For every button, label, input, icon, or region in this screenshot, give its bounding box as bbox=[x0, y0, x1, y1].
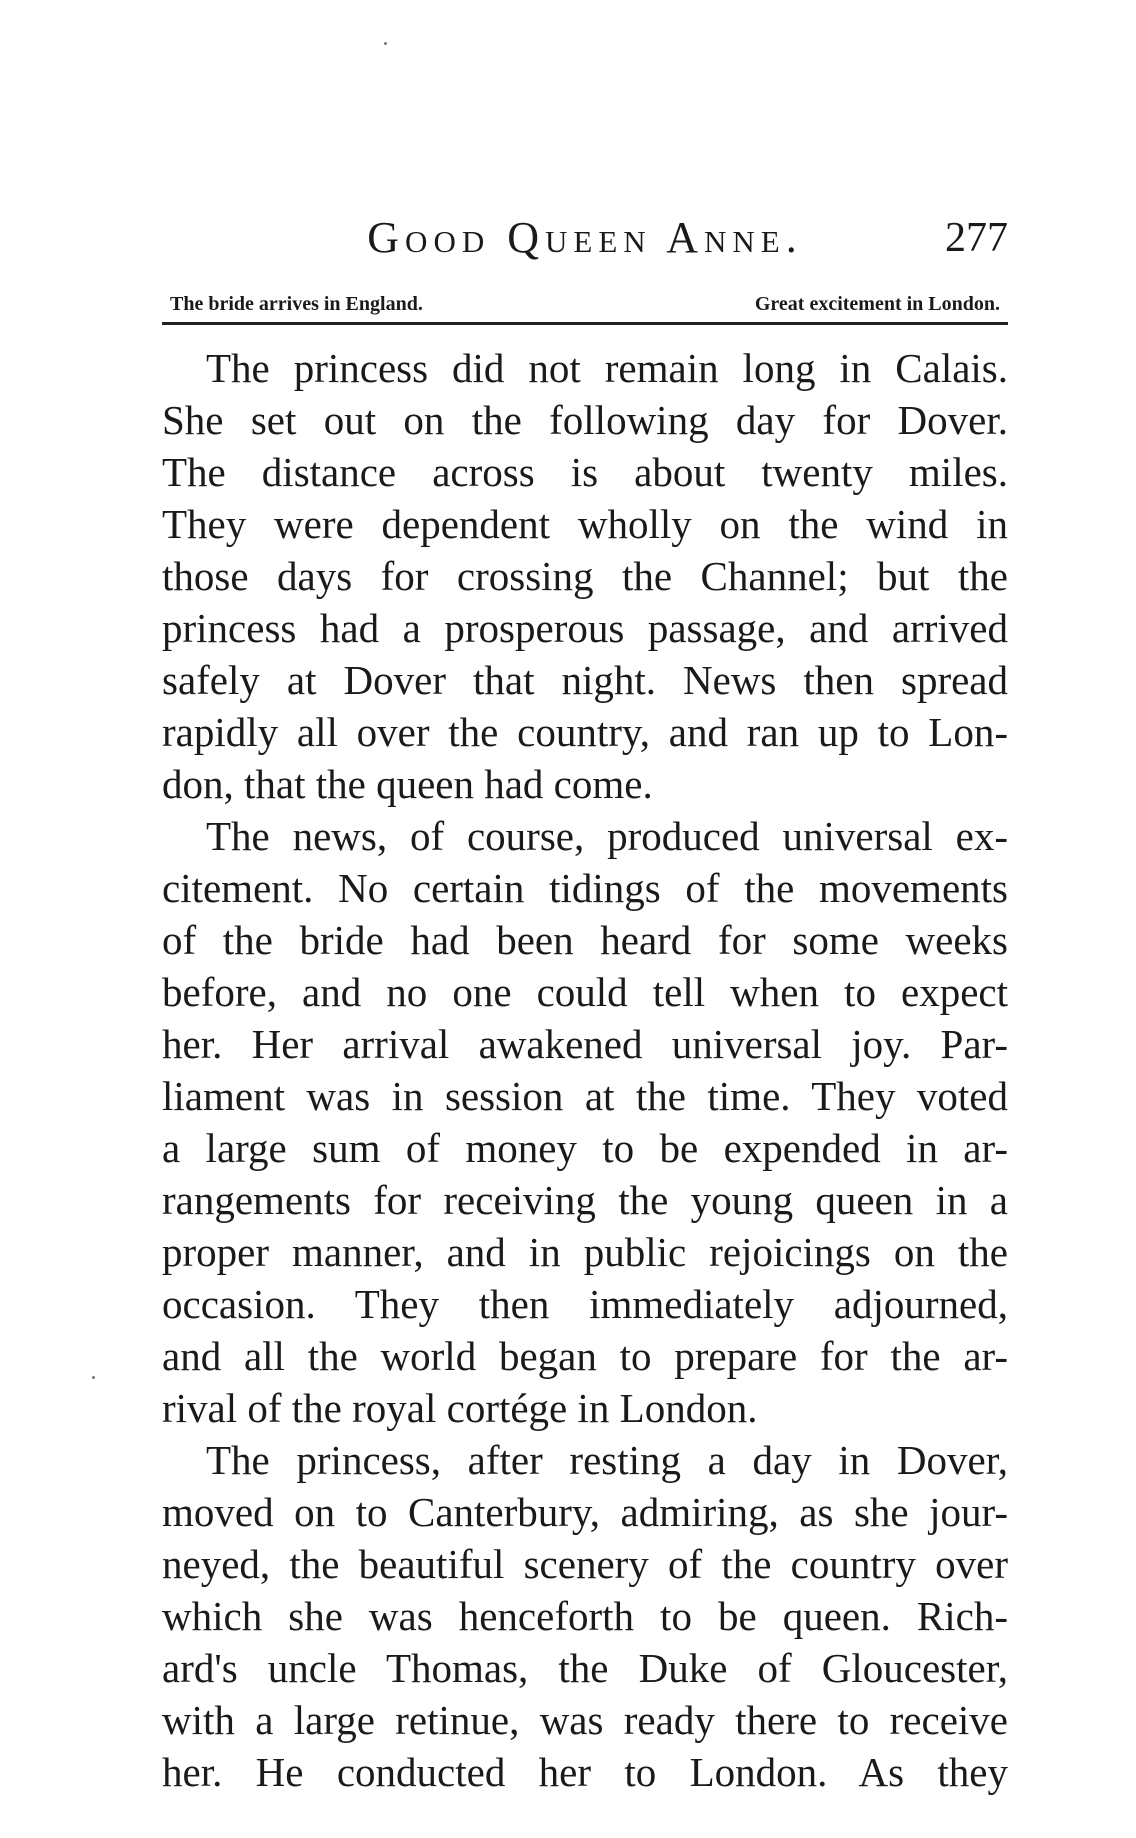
text-line: proper manner, and in public rejoicings on the bbox=[162, 1229, 1008, 1275]
print-speck bbox=[384, 42, 387, 45]
text-line: liament was in session at the time. They voted bbox=[162, 1073, 1008, 1119]
text-line: don, that the queen had come. bbox=[162, 761, 653, 807]
text-line: They were dependent wholly on the wind in bbox=[162, 501, 1008, 547]
text-line: occasion. They then immediately adjourned, bbox=[162, 1281, 1008, 1327]
text-line: a large sum of money to be expended in ar- bbox=[162, 1125, 1008, 1171]
text-line: which she was henceforth to be queen. Rich- bbox=[162, 1593, 1008, 1639]
text-line: moved on to Canterbury, admiring, as she jour- bbox=[162, 1489, 1008, 1535]
print-speck bbox=[92, 1376, 95, 1379]
text-line: ard's uncle Thomas, the Duke of Gloucester, bbox=[162, 1645, 1008, 1691]
paragraph bbox=[162, 342, 1008, 810]
text-line: her. Her arrival awakened universal joy. Par- bbox=[162, 1021, 1008, 1067]
text-line: She set out on the following day for Dover. bbox=[162, 397, 1008, 443]
page-number: 277 bbox=[945, 215, 1008, 261]
subhead-right: Great excitement in London. bbox=[754, 293, 1000, 315]
text-line: The news, of course, produced universal ex- bbox=[206, 813, 1008, 859]
subhead-left: The bride arrives in England. bbox=[170, 293, 423, 315]
text-line: safely at Dover that night. News then spread bbox=[162, 657, 1008, 703]
text-line: The distance across is about twenty miles. bbox=[162, 449, 1008, 495]
running-title: Good Queen Anne. bbox=[367, 213, 803, 262]
section-subheads bbox=[162, 290, 1008, 325]
running-head bbox=[162, 210, 1008, 266]
text-line: with a large retinue, was ready there to receive bbox=[162, 1697, 1008, 1743]
text-line: rival of the royal cortége in London. bbox=[162, 1385, 758, 1431]
paragraph bbox=[162, 810, 1008, 1434]
text-line: before, and no one could tell when to expect bbox=[162, 969, 1008, 1015]
text-line: The princess did not remain long in Calais. bbox=[206, 345, 1008, 391]
text-line: princess had a prosperous passage, and arrived bbox=[162, 605, 1008, 651]
text-line: rangements for receiving the young queen in a bbox=[162, 1177, 1008, 1223]
text-line: of the bride had been heard for some weeks bbox=[162, 917, 1008, 963]
body-text bbox=[162, 342, 1008, 1798]
text-line: rapidly all over the country, and ran up to Lon- bbox=[162, 709, 1008, 755]
paragraph bbox=[162, 1434, 1008, 1798]
text-line: The princess, after resting a day in Dover, bbox=[206, 1437, 1008, 1483]
text-line: those days for crossing the Channel; but the bbox=[162, 553, 1008, 599]
text-line: her. He conducted her to London. As they bbox=[162, 1749, 1008, 1795]
text-line: and all the world began to prepare for the ar- bbox=[162, 1333, 1008, 1379]
text-line: neyed, the beautiful scenery of the country over bbox=[162, 1541, 1008, 1587]
text-line: citement. No certain tidings of the movements bbox=[162, 865, 1008, 911]
